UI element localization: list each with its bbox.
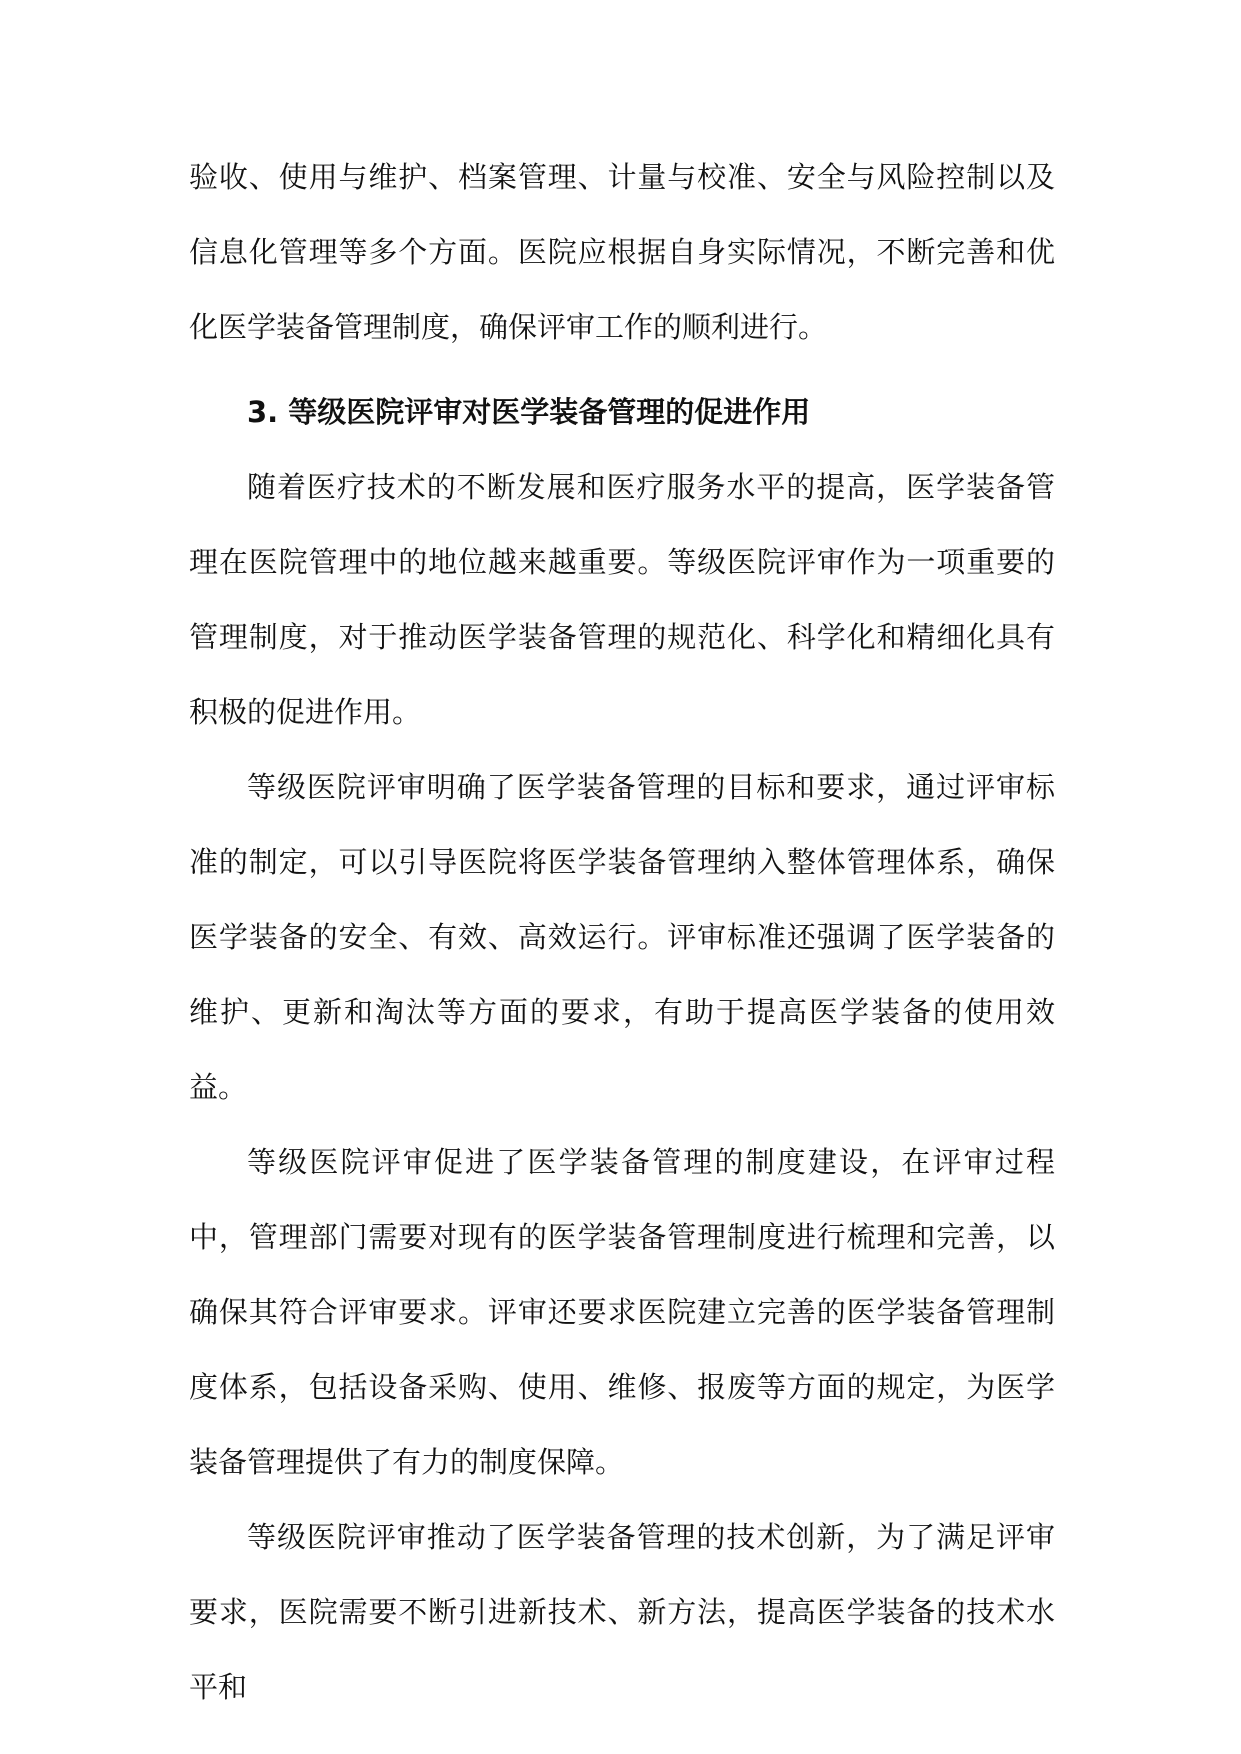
paragraph-importance: 随着医疗技术的不断发展和医疗服务水平的提高，医学装备管理在医院管理中的地位越来越重要。等级医院评审作为一项重要的管理制度，对于推动医学装备管理的规范化、科学化和精细化具有积极的促进作用。	[189, 470, 1055, 729]
document-body	[189, 140, 1055, 1725]
section-heading: 3. 等级医院评审对医学装备管理的促进作用	[247, 395, 811, 429]
intro-paragraph: 验收、使用与维护、档案管理、计量与校准、安全与风险控制以及信息化管理等多个方面。医院应根据自身实际情况，不断完善和优化医学装备管理制度，确保评审工作的顺利进行。	[189, 160, 1055, 344]
paragraph-system-building: 等级医院评审促进了医学装备管理的制度建设，在评审过程中，管理部门需要对现有的医学装备管理制度进行梳理和完善，以确保其符合评审要求。评审还要求医院建立完善的医学装备管理制度体系，包括设备采购、使用、维修、报废等方面的规定，为医学装备管理提供了有力的制度保障。	[189, 1145, 1055, 1479]
paragraph-tech-innovation: 等级医院评审推动了医学装备管理的技术创新，为了满足评审要求，医院需要不断引进新技术、新方法，提高医学装备的技术水平和	[189, 1520, 1055, 1704]
paragraph-goals: 等级医院评审明确了医学装备管理的目标和要求，通过评审标准的制定，可以引导医院将医学装备管理纳入整体管理体系，确保医学装备的安全、有效、高效运行。评审标准还强调了医学装备的维护、更新和淘汰等方面的要求，有助于提高医学装备的使用效益。	[189, 770, 1055, 1104]
